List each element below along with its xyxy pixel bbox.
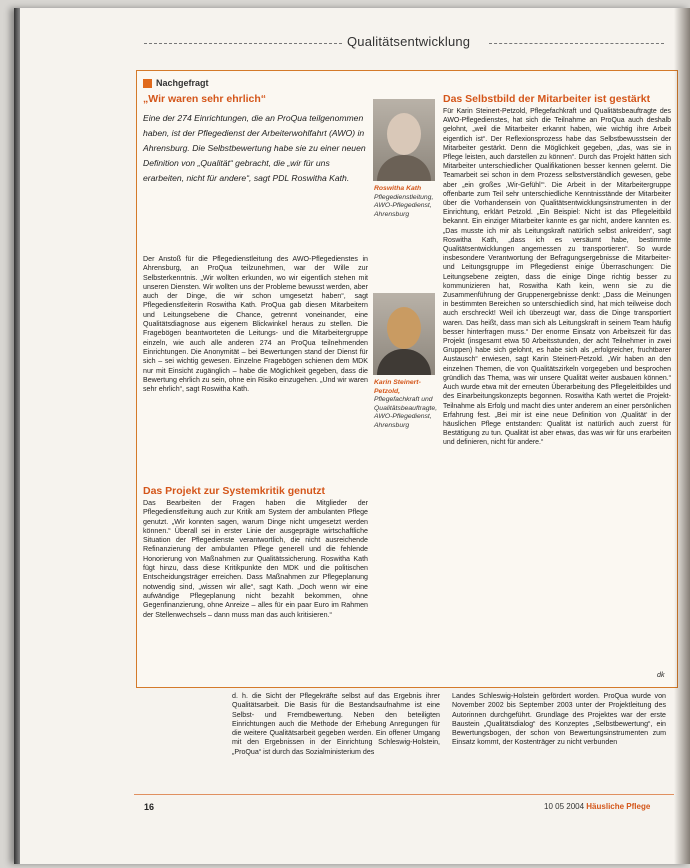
portrait-face [387, 307, 421, 349]
author-sign: dk [657, 671, 665, 679]
caption-role: Pflegedienstleitung, AWO-Pflegedienst, Ahrensburg [374, 193, 434, 218]
left-body-text-2: Das Bearbeiten der Fragen haben die Mitglieder der Pflegedienstleitung auch zur Kritik am System der ambulanten Pflege genutzt. „Wir konnten sagen, warum Dinge nicht umgesetzt werden können.“ Überall sei in erster Linie der ausgeprägte wirtschaftliche Situation der Pflegedienste verantwortlich, die nicht ausreichende Refinanzierung der ambulanten Pflege generell und die fehlende Honorierung von Maßnahmen zur Qualitätssicherung. Roswitha Kath fügt hinzu, dass diese Kritikpunkte den MDK und die politischen Entscheidungsträger erreichen. Dass Maßnahmen zur Pflegeplanung notwendig sind, „wissen wir alle“, sagt Kath. „Doch wenn wir eine aufwändige Pflegeplanung nicht bezahlt bekommen, ohne Gegenfinanzierung, ohne Anreize – alles für ein paar Euro im Rahmen der Stellenwechsels – dann muss man das auch kritisieren.“ [143, 499, 368, 619]
left-body-text: Der Anstoß für die Pflegedienstleitung des AWO-Pflegedienstes in Ahrensburg, an ProQua teilzunehmen, war der Wille zur Selbsterkenntnis. „Wir wollten erkunden, wo wir eigentlich stehen mit unseren Diensten. Wir wollten uns der Probleme bewusst werden, aber auch der Dinge, die wir schon umgesetzt haben“, sagt Pflegedienstleiterin Roswitha Kath. ProQua gab diesen Mitarbeitern und Leitungsebene die Chance, getrennt voneinander, eine Qualitätsdiagnose aus eigenem Blickwinkel heraus zu stellen. Die Fragebögen beantworteten die Leitungs- und die Mitarbeitergruppe einzeln, wie auch alle anderen 274 an ProQua teilnehmenden Einrichtungen. Die Anonymität – bei Bewertungen stand der Dienst für sich – sei wichtig gewesen. Einzelne Fragebögen schienen dem MDK nur mit Einsicht zugänglich – habe die Möglichkeit gegeben, dass die Bewertung ehrlich zu sein, ohne ein Risiko einzugehen. „Und wir waren sehr ehrlich“, sagt Roswitha Kath. [143, 255, 368, 394]
footer-column-1: d. h. die Sicht der Pflegekräfte selbst auf das Ergebnis ihrer Qualitätsarbeit. Die Basis für die Bestandsaufnahme ist eine Selbst- und Fremdbewertung. Neben den beteiligten Einrichtungen auch die Methode der Erhebung Anregungen für die weitere Qualitätsarbeit gegeben werden. Ein offener Umgang mit den Ergebnissen in der Einrichtung Schleswig-Holstein, „ProQua“ ist durch das Sozialministerium des [232, 692, 440, 756]
box-tag [143, 77, 209, 89]
page-number: 16 [144, 802, 155, 812]
caption-role: Pflegefachkraft und Qualitätsbeauftragte, AWO-Pflegedienst, Ahrensburg [374, 396, 438, 429]
caption-name: Roswitha Kath [374, 185, 422, 192]
right-body-text: Für Karin Steinert-Petzold, Pflegefachkraft und Qualitätsbeauftragte des AWO-Pflegedienstes, hat sich die Teilnahme an ProQua auch deshalb gelohnt, „weil die Mitarbeiter erkannt haben, wie wichtig ihre Arbeit eigentlich ist“. Der Reflexionsprozess habe das Selbstbewusstsein der Mitarbeiter gestärkt. Denn die Möglichkeit gegeben, „das, was sie in Pflege leisten, auch darstellen zu können“. Durch das Projekt hätten sich Mitarbeiter unterschiedlicher Qualifikationen besser kennen gelernt. Die Teamarbeit sei schon in dem Prozess selbstverständlich gewesen, gebe aber „ein großes ‚Wir-Gefühl‘“. Die Arbeit in der Mitarbeitergruppe offenbarte zum Teil sehr unterschiedliche Kenntnisstände der Mitarbeiter über die Vorhandensein von Qualitätsentwicklungsinstrumenten in der Einrichtung, erklärt Petzold. „Ein Beispiel: Nicht ist das Pflegeleitbild bekannt. Ein einziger Mitarbeiter kannte es gar nicht, andere kannten es. „Das musste ich mir als Leitungskraft natürlich selbst ankreiden“, sagt Roswitha Kath, „dass ich es versäumt habe, bestimmte Qualitätsentwicklungen angemessen zu transportieren“. So wurde insbesondere Verantwortung der Befragungsergebnisse die Mitarbeiter- und Leitungsgruppe im Pflegedienst einige Überraschungen: Die Leitungsebene zeigten, dass die einige Dinge richtig besser zu kommunizieren hat, Roswitha Kath kein, wenn sie zu die Zusammenführung der Gruppenergebnisse denkt: „Dass die Meinungen in bestimmten Bereichen so unterschiedlich sind, hat mich teilweise doch auch erschreckt! Weil ich überzeugt war, dass die Dinge transportiert waren. Das heißt, dass man sich als Leitungskraft in seinem Team häufig besser hinterfragen muss.“ Der enorme Einsatz von Arbeitszeit für das Projekt (insgesamt etwa 50 Arbeitsstunden, der acht Teilnehmer in zwei Gruppen) habe sich gelohnt, es habe sich als „erfolgreicher, fruchtbarer Austausch“ erwiesen, sagt Karin Steinert-Petzold. „Wir haben an den einzelnen Themen, die von Qualitätszirkeln vorgegeben und besprochen gründlich das Thema, was wir unsere Qualität weiter ausbauen können.“ Auch wurde etwa mit der erneuten Überarbeitung des Pflegeleitbildes und des Einarbeitungskonzepts begonnen. Roswitha Kath wertet die Projekt-Teilnahme als Erfolg und macht dies unter anderem an einer persönlichen Erfahrung fest. „Bei mir ist eine neue Definition von ‚Qualität‘ in der häuslichen Pflege entstanden: Qualität ist natürlich auch zuerst für Bestätigung zu tun. Qualität ist aber etwas, das was wir für uns erarbeiten und definieren, nicht für andere.“ [443, 108, 671, 447]
magazine-name: Häusliche Pflege [586, 802, 651, 811]
issue-date: 10 05 2004 [544, 802, 585, 811]
portrait-face [387, 113, 421, 155]
magazine-footer [544, 802, 650, 811]
portrait-karin-steinert-petzold [373, 293, 435, 375]
caption-karin-steinert-petzold [374, 379, 438, 431]
footer-column-2: Landes Schleswig-Holstein gefördert worden. ProQua wurde von November 2002 bis September 2003 unter der Projektleitung des Autorinnen durchgeführt. Grundlage des Projektes war der erste Baustein „Qualitätsdialog“ des Konzeptes „Selbstbewertung“, ein Bewertungsbogen, der schon von Bewertungsinstrumenten zum Einsatz kommt, der Kostenträger zu nicht verbunden [452, 692, 666, 747]
bottom-rule [134, 794, 674, 795]
box-tag-label: Nachgefragt [156, 78, 209, 88]
page-spine [14, 8, 20, 864]
right-heading: Das Selbstbild der Mitarbeiter ist gestärkt [443, 93, 651, 105]
header-dash-left [144, 43, 342, 44]
caption-roswitha-kath [374, 185, 438, 219]
portrait-roswitha-kath [373, 99, 435, 181]
portrait-body [377, 155, 431, 181]
left-heading: „Wir waren sehr ehrlich“ [143, 93, 267, 105]
tag-marker-icon [143, 79, 152, 88]
left-subheading: Das Projekt zur Systemkritik genutzt [143, 485, 326, 497]
interview-box [136, 70, 678, 688]
running-header [144, 32, 664, 54]
portrait-body [377, 349, 431, 375]
lead-paragraph: Eine der 274 Einrichtungen, die an ProQua teilgenommen haben, ist der Pflegedienst der Arbeiterwohlfahrt (AWO) in Ahrensburg. Die Selbstbewertung habe sie zu einer neuen Definition von „Qualität“ gebracht, die „wir für uns erarbeiten, nicht für andere“, sagt PDL Roswitha Kath. [143, 113, 366, 183]
header-dash-right [489, 43, 664, 44]
caption-name: Karin Steinert-Petzold, [374, 379, 421, 395]
section-title: Qualitätsentwicklung [347, 34, 471, 49]
magazine-page [14, 8, 690, 864]
